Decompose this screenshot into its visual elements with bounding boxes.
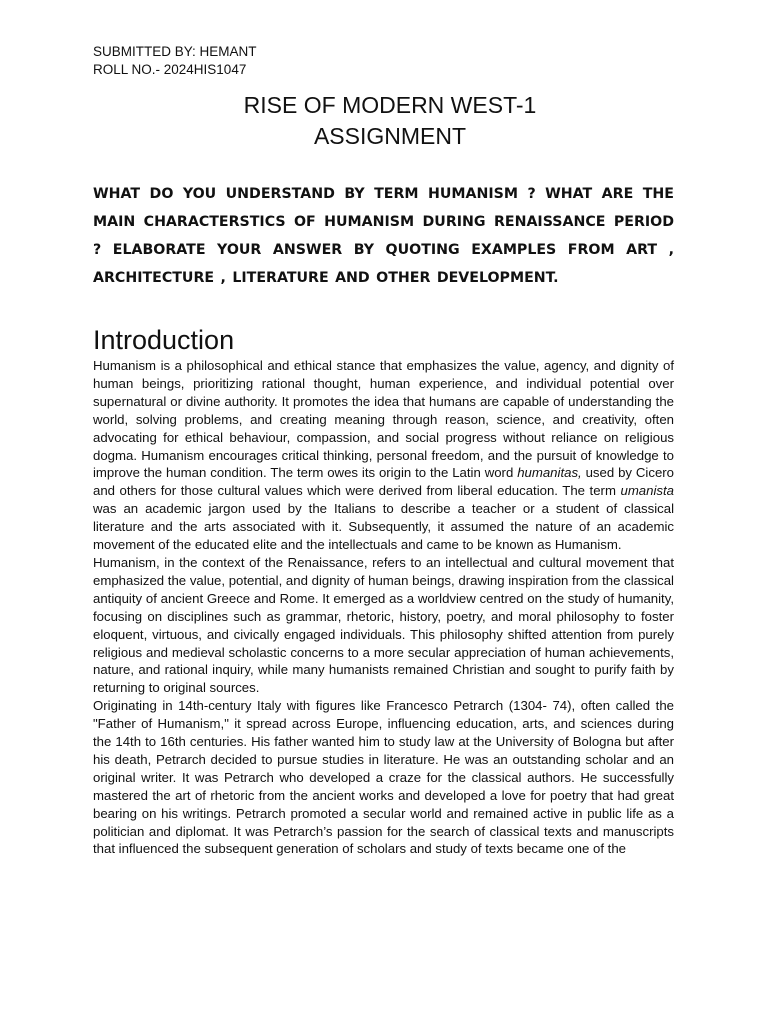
question-line-1: WHAT DO YOU UNDERSTAND BY TERM HUMANISM ? WHAT ARE THE	[93, 186, 674, 202]
paragraph-1-part-2: used by Cicero and others for those cultural values which were derived from liberal education. The term	[93, 465, 675, 499]
paragraph-2: Humanism, in the context of the Renaissance, refers to an intellectual and cultural movement that emphasized the value, potential, and dignity of human beings, drawing inspiration from the classical antiquity of ancient Greece and Rome. It emerged as a worldview centred on the study of humanity, focusing on disciplines such as grammar, rhetoric, history, poetry, and moral philosophy to foster eloquent, virtuous, and civically engaged individuals. This philosophy shifted attention from purely religious and medieval scholastic concerns to a more secular appreciation of human achievements, nature, and rational inquiry, while many humanists remained Christian and sought to purify faith by returning to original sources.	[93, 554, 674, 696]
section-heading-introduction: Introduction	[93, 325, 235, 355]
title-line-2: ASSIGNMENT	[313, 123, 467, 149]
paragraph-3: Originating in 14th-century Italy with figures like Francesco Petrarch (1304- 74), often called the "Father of Humanism," it spread across Europe, influencing education, arts, and sciences during the 14th to 16th centuries. His father wanted him to study law at the University of Bologna but after his death, Petrarch decided to pursue studies in literature. He was an outstanding scholar and an original writer. It was Petrarch who developed a craze for the classical authors. He successfully mastered the art of rhetoric from the ancient works and developed a love for poetry that had great bearing on his writings. Petrarch promoted a secular world and remained active in public life as a politician and diplomat. It was Petrarch’s passion for the search of classical texts and manuscripts that influenced the subsequent generation of scholars and study of texts became one of the	[93, 698, 674, 857]
assignment-title	[0, 90, 768, 152]
submitted-by: SUBMITTED BY: HEMANT	[93, 44, 257, 59]
paragraph-1	[93, 357, 674, 554]
introduction-body	[93, 357, 674, 858]
latin-term-humanitas: humanitas,	[517, 465, 582, 481]
paragraph-1-part-1: Humanism is a philosophical and ethical stance that emphasizes the value, agency, and dignity of human beings, prioritizing rational thought, human experience, and individual potential over supernatural or divine authority. It promotes the idea that humans are capable of understanding the world, solving problems, and creating meaning through reason, science, and creativity, often advocating for ethical behaviour, compassion, and social progress without reliance on religious dogma. Humanism encourages critical thinking, personal freedom, and the pursuit of knowledge to improve the human condition. The term owes its origin to the Latin word	[93, 358, 674, 481]
submission-info	[93, 43, 257, 79]
roll-number: ROLL NO.- 2024HIS1047	[93, 62, 247, 77]
question-line-4: ARCHITECTURE , LITERATURE AND OTHER DEVELOPMENT.	[93, 270, 559, 286]
assignment-question	[93, 180, 674, 292]
question-line-2: MAIN CHARACTERSTICS OF HUMANISM DURING RENAISSANCE PERIOD	[93, 214, 674, 230]
question-line-3: ? ELABORATE YOUR ANSWER BY QUOTING EXAMPLES FROM ART ,	[93, 242, 674, 258]
italian-term-umanista: umanista	[620, 483, 674, 499]
paragraph-1-part-3: was an academic jargon used by the Italians to describe a teacher or a student of classical literature and the arts associated with it. Subsequently, it assumed the nature of an academic movement of the educated elite and the intellectuals and came to be known as Humanism.	[93, 501, 674, 553]
title-line-1: RISE OF MODERN WEST-1	[243, 92, 537, 118]
